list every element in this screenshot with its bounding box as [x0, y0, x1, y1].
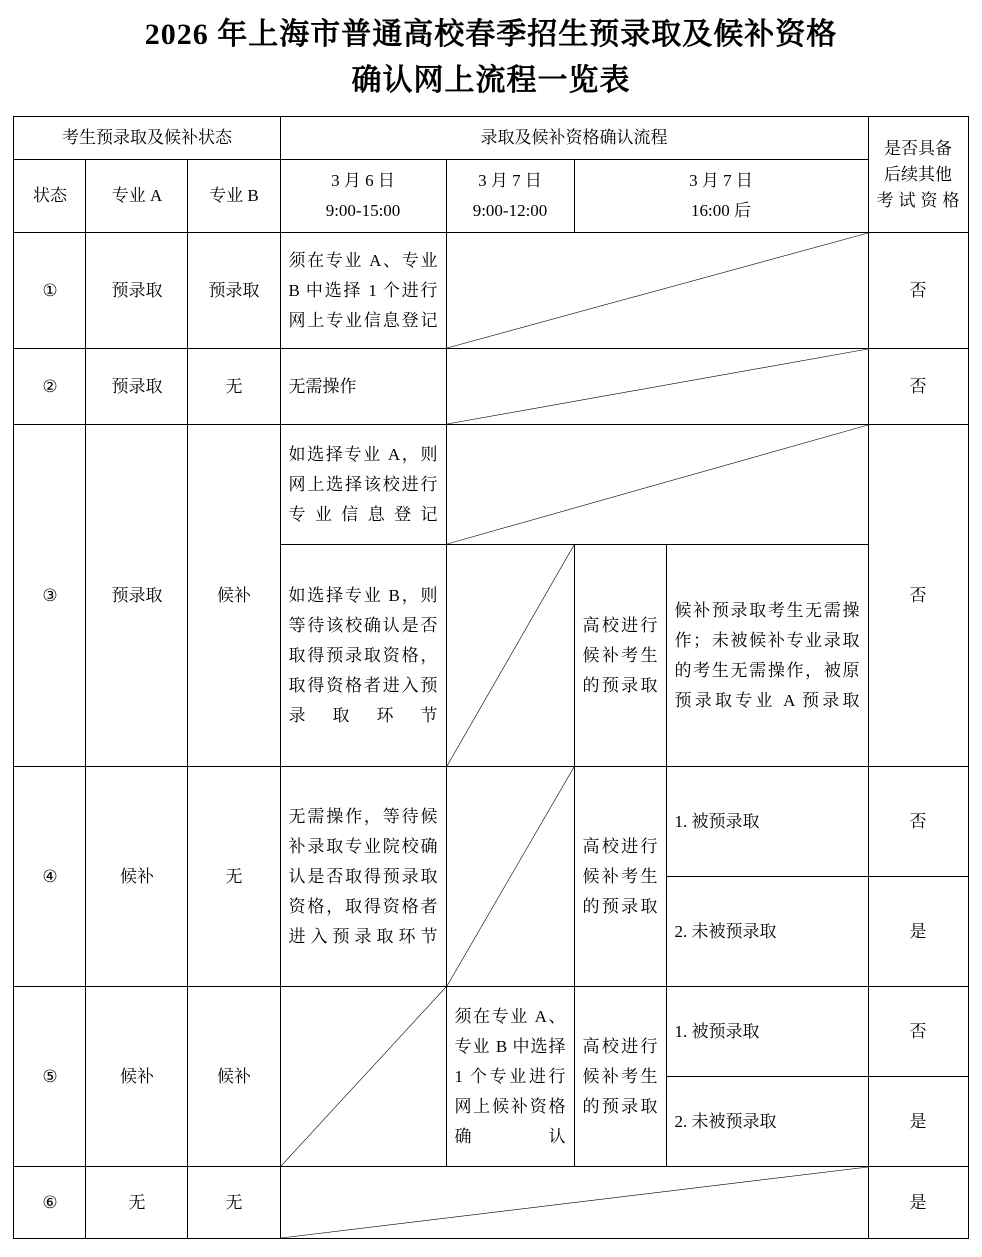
header-slot-1-time: 9:00-15:00: [325, 201, 401, 220]
table-header-row-sub: [14, 160, 968, 233]
table-row: [14, 767, 968, 877]
row-2-slot-empty: [446, 349, 868, 425]
row-5-slot-2: 须在专业 A、专业 B 中选择 1 个专业进行网上候补资格确认: [446, 987, 574, 1167]
table-row: [14, 987, 968, 1077]
header-process-group: 录取及候补资格确认流程: [280, 117, 868, 160]
header-status-group: 考生预录取及候补状态: [14, 117, 280, 160]
header-slot-2: [446, 160, 574, 233]
header-qualification: 是否具备后续其他考试资格: [868, 117, 968, 233]
row-4-qualified-2: 是: [868, 877, 968, 987]
row-6-major-a: 无: [86, 1167, 188, 1239]
header-slot-1: [280, 160, 446, 233]
table-row: [14, 349, 968, 425]
row-5-qualified-2: 是: [868, 1077, 968, 1167]
row-5-major-b: 候补: [188, 987, 280, 1167]
row-4-major-a: 候补: [86, 767, 188, 987]
row-3-major-b: 候补: [188, 425, 280, 767]
row-4-slot-3-option-2: 2. 未被预录取: [666, 877, 868, 987]
table-row: [14, 233, 968, 349]
row-5-slot-2b: 高校进行候补考生的预录取: [574, 987, 666, 1167]
table-header-row-group: [14, 117, 968, 160]
header-major-b: 专业 B: [188, 160, 280, 233]
row-3-slot-2: 高校进行候补考生的预录取: [574, 545, 666, 767]
row-4-slot-3-option-1: 1. 被预录取: [666, 767, 868, 877]
row-1-slot-empty: [446, 233, 868, 349]
table-row: [14, 1167, 968, 1239]
row-3-slot-1b: 如选择专业 B，则等待该校确认是否取得预录取资格，取得资格者进入预录取环节: [280, 545, 446, 767]
page-title: [0, 0, 982, 104]
row-6-qualified: 是: [868, 1167, 968, 1239]
header-slot-3: [574, 160, 868, 233]
row-5-number: ⑤: [14, 987, 86, 1167]
row-1-slot-1: 须在专业 A、专业 B 中选择 1 个进行网上专业信息登记: [280, 233, 446, 349]
row-4-slot-1: 无需操作，等待候补录取专业院校确认是否取得预录取资格，取得资格者进入预录取环节: [280, 767, 446, 987]
row-4-number: ④: [14, 767, 86, 987]
row-5-major-a: 候补: [86, 987, 188, 1167]
header-status: 状态: [14, 160, 86, 233]
row-2-slot-1: 无需操作: [280, 349, 446, 425]
row-2-major-b: 无: [188, 349, 280, 425]
row-1-major-a: 预录取: [86, 233, 188, 349]
row-2-qualified: 否: [868, 349, 968, 425]
row-1-qualified: 否: [868, 233, 968, 349]
header-slot-2-time: 9:00-12:00: [472, 201, 548, 220]
row-3-major-a: 预录取: [86, 425, 188, 767]
row-5-slot-1-empty: [280, 987, 446, 1167]
process-table: [13, 116, 968, 1239]
row-4-slot-2-empty: [446, 767, 574, 987]
row-4-major-b: 无: [188, 767, 280, 987]
row-5-qualified-1: 否: [868, 987, 968, 1077]
row-1-major-b: 预录取: [188, 233, 280, 349]
row-6-slot-empty: [280, 1167, 868, 1239]
row-3-slot-empty: [446, 425, 868, 545]
row-3-slot-3: 候补预录取考生无需操作；未被候补专业录取的考生无需操作，被原预录取专业 A 预录取: [666, 545, 868, 767]
header-slot-2-date: 3 月 7 日: [478, 171, 542, 190]
page-title-line-1: 2026 年上海市普通高校春季招生预录取及候补资格: [144, 18, 838, 51]
row-3-number: ③: [14, 425, 86, 767]
row-6-major-b: 无: [188, 1167, 280, 1239]
header-major-a: 专业 A: [86, 160, 188, 233]
row-4-slot-2: 高校进行候补考生的预录取: [574, 767, 666, 987]
row-2-major-a: 预录取: [86, 349, 188, 425]
row-6-number: ⑥: [14, 1167, 86, 1239]
header-slot-3-date: 3 月 7 日: [689, 171, 753, 190]
header-slot-1-date: 3 月 6 日: [331, 171, 395, 190]
table-row: [14, 425, 968, 545]
row-1-number: ①: [14, 233, 86, 349]
row-5-slot-3-option-2: 2. 未被预录取: [666, 1077, 868, 1167]
row-5-slot-3-option-1: 1. 被预录取: [666, 987, 868, 1077]
row-3-slot-2-empty: [446, 545, 574, 767]
row-4-qualified-1: 否: [868, 767, 968, 877]
page-title-line-2: 确认网上流程一览表: [351, 64, 631, 97]
row-3-slot-1a: 如选择专业 A，则网上选择该校进行专业信息登记: [280, 425, 446, 545]
header-slot-3-time: 16:00 后: [691, 201, 751, 220]
row-3-qualified: 否: [868, 425, 968, 767]
row-2-number: ②: [14, 349, 86, 425]
